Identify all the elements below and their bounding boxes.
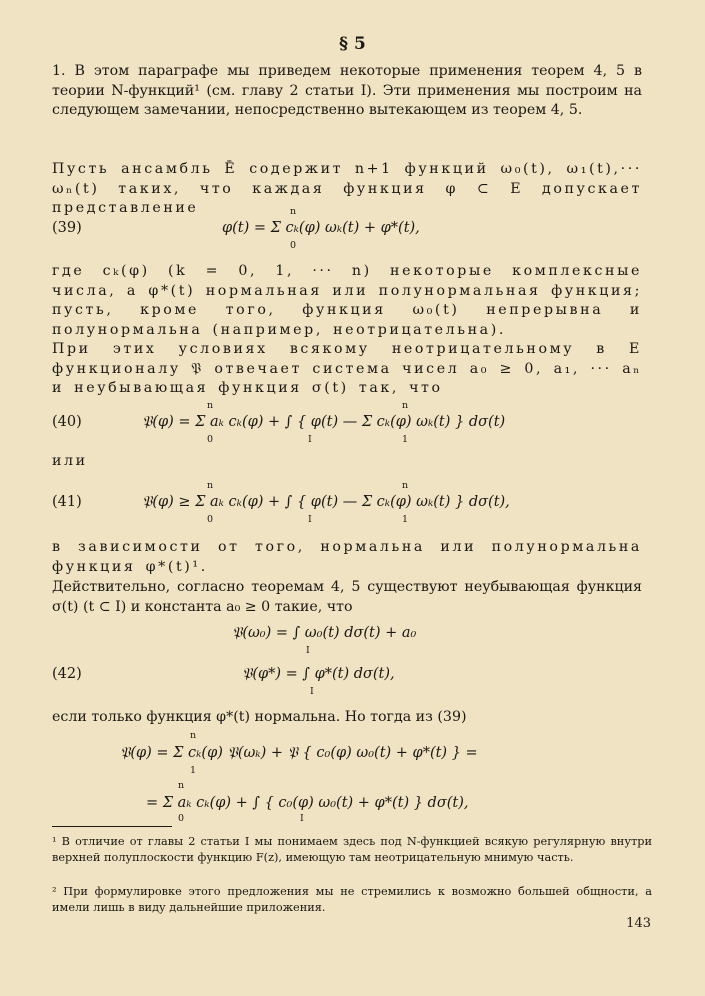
paragraph-1: 1. В этом параграфе мы приведем некоторые применения теорем 4, 5 в теории N-функций¹ (см. главу 2 статьи I). Эти применения мы построим на следующем замечании, непосредственно вытекающем из теорем 4, 5. bbox=[52, 63, 642, 118]
sum-upper-limit: n bbox=[207, 400, 214, 411]
integral-lower-limit: I bbox=[300, 813, 304, 824]
formula: 𝔓(φ*) = ∫ φ*(t) dσ(t), bbox=[242, 666, 395, 682]
footnote-separator bbox=[52, 826, 172, 827]
sum-lower-limit-2: 1 bbox=[402, 434, 409, 445]
word-or: или bbox=[52, 453, 88, 469]
paragraph-3: где cₖ(φ) (k = 0, 1, ··· n) некоторые комплексные числа, а φ*(t) нормальная или полунормальная функция; пусть, кроме того, функция ω₀(t) непрерывна и полунормальна (например, неотрицательна). bbox=[52, 263, 642, 338]
equation-number: (41) bbox=[52, 494, 82, 510]
integral-lower-limit: I bbox=[308, 434, 312, 445]
paragraph-6: Действительно, согласно теоремам 4, 5 существуют неубывающая функция σ(t) (t ⊂ I) и константа a₀ ≥ 0 такие, что bbox=[52, 579, 642, 615]
equation-40 bbox=[52, 400, 652, 446]
formula: 𝔓(φ) = Σ aₖ cₖ(φ) + ∫ { φ(t) — Σ cₖ(φ) ωₖ(t) } dσ(t) bbox=[142, 414, 506, 430]
formula: 𝔓(φ) = Σ cₖ(φ) 𝔓(ωₖ) + 𝔓 { c₀(φ) ω₀(t) + φ*(t) } = bbox=[120, 745, 478, 761]
sum-lower-limit: 0 bbox=[207, 434, 214, 445]
formula: 𝔓(φ) ≥ Σ aₖ cₖ(φ) + ∫ { φ(t) — Σ cₖ(φ) ωₖ(t) } dσ(t), bbox=[142, 494, 510, 510]
footnote-2: ² При формулировке этого предложения мы не стремились к возможно большей общности, а имели лишь в виду дальнейшие приложения. bbox=[52, 885, 652, 914]
integral-lower-limit: I bbox=[306, 645, 310, 656]
paragraph-2: Пусть ансамбль Ē содержит n+1 функций ω₀(t), ω₁(t),··· ωₙ(t) таких, что каждая функция φ ⊂ E допускает представление bbox=[52, 161, 642, 216]
equation-number: (40) bbox=[52, 414, 82, 430]
paragraph-4: При этих условиях всякому неотрицательному в E функционалу 𝔓 отвечает система чисел a₀ ≥ 0, a₁, ··· aₙ и неубывающая функция σ(t) так, что bbox=[52, 341, 642, 396]
sum-upper-limit-2: n bbox=[402, 400, 409, 411]
integral-lower-limit: I bbox=[310, 686, 314, 697]
paragraph-5: в зависимости от того, нормальна или полунормальна функция φ*(t)¹. bbox=[52, 539, 642, 575]
sum-upper-limit: n bbox=[178, 780, 185, 791]
formula: = Σ aₖ cₖ(φ) + ∫ { c₀(φ) ω₀(t) + φ*(t) } dσ(t), bbox=[146, 795, 469, 811]
sum-lower-limit-2: 1 bbox=[402, 514, 409, 525]
sum-lower-limit: 1 bbox=[190, 765, 197, 776]
section-heading: § 5 bbox=[339, 34, 366, 54]
equation-39 bbox=[52, 206, 652, 252]
sum-upper-limit-2: n bbox=[402, 480, 409, 491]
sum-lower-limit: 0 bbox=[290, 240, 297, 251]
sum-upper-limit: n bbox=[190, 730, 197, 741]
paragraph-7: если только функция φ*(t) нормальна. Но тогда из (39) bbox=[52, 709, 467, 725]
equation-41 bbox=[52, 480, 652, 526]
equation-number: (42) bbox=[52, 666, 82, 682]
equation-42 bbox=[52, 652, 652, 698]
page-number: 143 bbox=[626, 916, 651, 931]
integral-lower-limit: I bbox=[308, 514, 312, 525]
sum-lower-limit: 0 bbox=[207, 514, 214, 525]
footnote-1: ¹ В отличие от главы 2 статьи I мы понимаем здесь под N-функцией всякую регулярную внутри верхней полуплоскости функцию F(z), имеющую там неотрицательную мнимую часть. bbox=[52, 835, 652, 864]
equation-number: (39) bbox=[52, 220, 82, 236]
sum-lower-limit: 0 bbox=[178, 813, 185, 824]
sum-upper-limit: n bbox=[290, 206, 297, 217]
formula: 𝔓(ω₀) = ∫ ω₀(t) dσ(t) + a₀ bbox=[232, 625, 417, 641]
formula: φ(t) = Σ cₖ(φ) ωₖ(t) + φ*(t), bbox=[222, 220, 420, 236]
sum-upper-limit: n bbox=[207, 480, 214, 491]
